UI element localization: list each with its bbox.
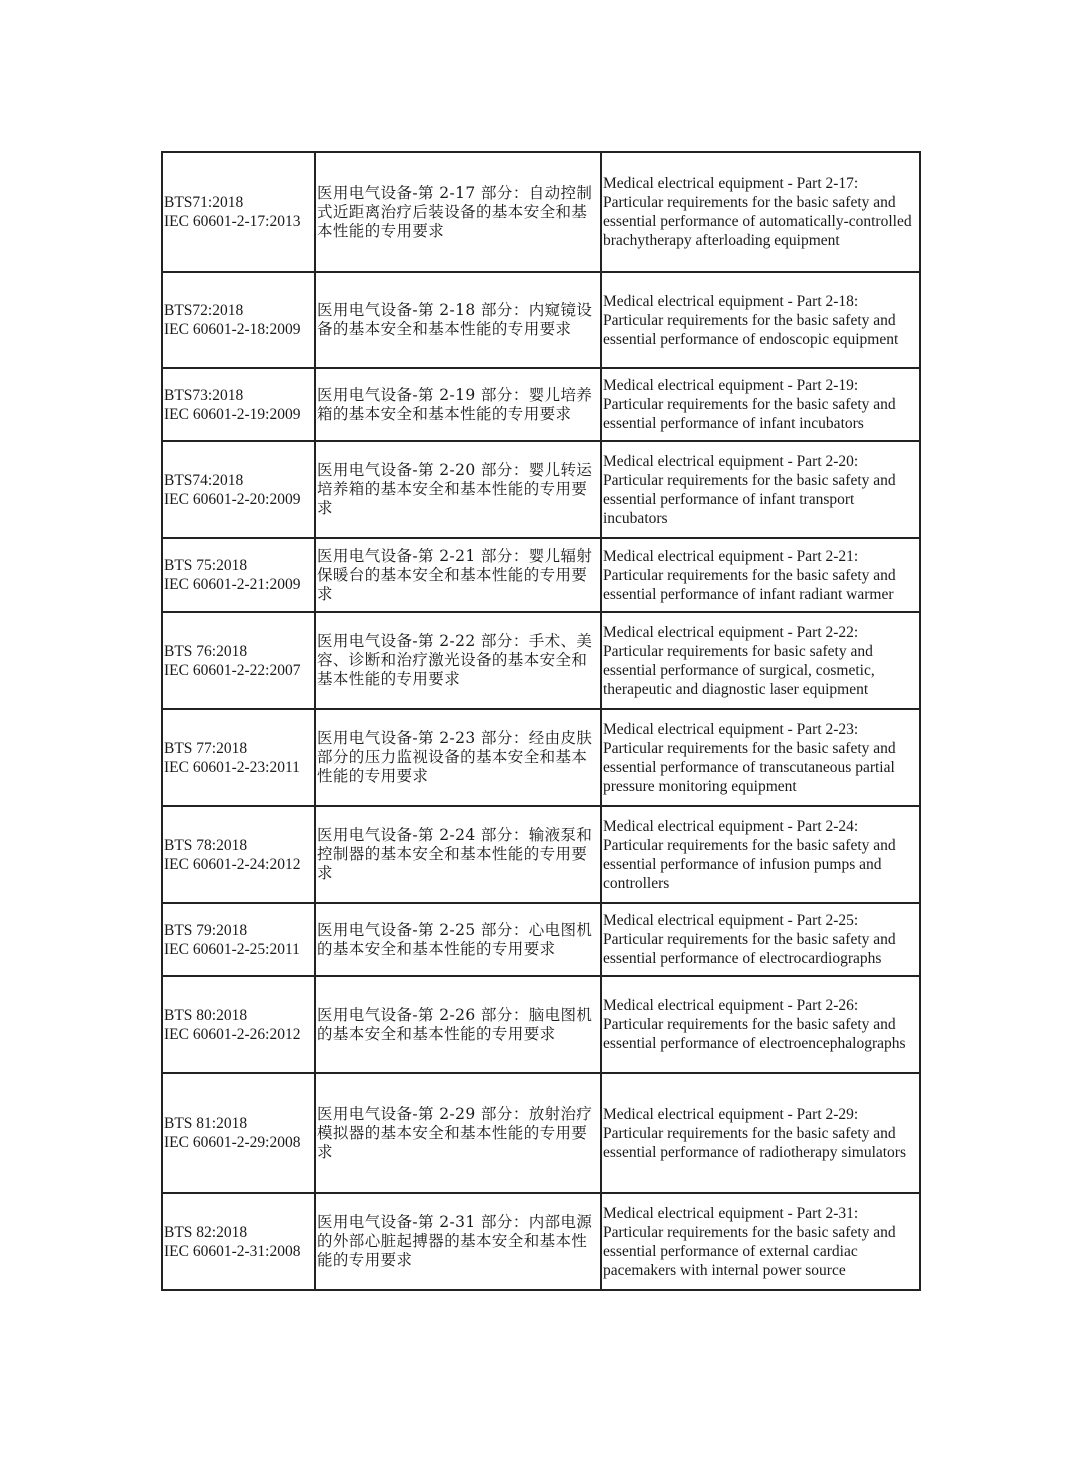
standard-code-cell xyxy=(162,903,315,976)
bts-code: BTS71:2018 xyxy=(164,194,244,211)
table-row xyxy=(162,538,920,612)
chinese-title: 医用电气设备-第 2-24 部分：输液泵和控制器的基本安全和基本性能的专用要求 xyxy=(315,806,601,903)
english-title: Medical electrical equipment - Part 2-17: Particular requirements for the basic safety and essential performance of automatically-controlled brachytherapy afterloading equipment xyxy=(601,152,920,272)
chinese-title: 医用电气设备-第 2-19 部分：婴儿培养箱的基本安全和基本性能的专用要求 xyxy=(315,368,601,441)
standard-code-cell xyxy=(162,272,315,368)
table-row xyxy=(162,1073,920,1193)
standard-code-cell xyxy=(162,441,315,538)
bts-code: BTS 75:2018 xyxy=(164,557,248,574)
standard-code-cell xyxy=(162,1193,315,1290)
english-title: Medical electrical equipment - Part 2-20: Particular requirements for the basic safety and essential performance of infant transport incubators xyxy=(601,441,920,538)
english-title: Medical electrical equipment - Part 2-26: Particular requirements for the basic safety and essential performance of electroencephalographs xyxy=(601,976,920,1073)
table-row xyxy=(162,441,920,538)
standard-code-cell xyxy=(162,976,315,1073)
english-title: Medical electrical equipment - Part 2-25: Particular requirements for the basic safety and essential performance of electrocardiographs xyxy=(601,903,920,976)
chinese-title: 医用电气设备-第 2-29 部分：放射治疗模拟器的基本安全和基本性能的专用要求 xyxy=(315,1073,601,1193)
standard-code-cell xyxy=(162,709,315,806)
iec-code: IEC 60601-2-26:2012 xyxy=(164,1025,301,1043)
chinese-title: 医用电气设备-第 2-17 部分：自动控制式近距离治疗后装设备的基本安全和基本性能的专用要求 xyxy=(315,152,601,272)
english-title: Medical electrical equipment - Part 2-24: Particular requirements for the basic safety and essential performance of infusion pumps and controllers xyxy=(601,806,920,903)
english-title: Medical electrical equipment - Part 2-31: Particular requirements for the basic safety and essential performance of external cardiac pacemakers with internal power source xyxy=(601,1193,920,1290)
bts-code: BTS 76:2018 xyxy=(164,642,248,660)
chinese-title: 医用电气设备-第 2-25 部分：心电图机的基本安全和基本性能的专用要求 xyxy=(315,903,601,976)
iec-code: IEC 60601-2-21:2009 xyxy=(164,576,301,593)
bts-code: BTS74:2018 xyxy=(164,471,244,489)
bts-code: BTS72:2018 xyxy=(164,302,244,319)
standard-code-cell xyxy=(162,1073,315,1193)
standard-code-cell xyxy=(162,152,315,272)
table-row xyxy=(162,152,920,272)
standard-code-cell xyxy=(162,612,315,709)
standards-table xyxy=(161,151,921,1291)
chinese-title: 医用电气设备-第 2-18 部分：内窥镜设备的基本安全和基本性能的专用要求 xyxy=(315,272,601,368)
iec-code: IEC 60601-2-23:2011 xyxy=(164,758,300,776)
iec-code: IEC 60601-2-17:2013 xyxy=(164,213,301,230)
table-row xyxy=(162,368,920,441)
table-row xyxy=(162,903,920,976)
bts-code: BTS 81:2018 xyxy=(164,1115,248,1132)
bts-code: BTS 82:2018 xyxy=(164,1223,248,1241)
table-row xyxy=(162,272,920,368)
iec-code: IEC 60601-2-29:2008 xyxy=(164,1134,301,1151)
chinese-title: 医用电气设备-第 2-21 部分：婴儿辐射保暖台的基本安全和基本性能的专用要求 xyxy=(315,538,601,612)
standard-code-cell xyxy=(162,806,315,903)
chinese-title: 医用电气设备-第 2-22 部分：手术、美容、诊断和治疗激光设备的基本安全和基本性能的专用要求 xyxy=(315,612,601,709)
table-row xyxy=(162,1193,920,1290)
chinese-title: 医用电气设备-第 2-20 部分：婴儿转运培养箱的基本安全和基本性能的专用要求 xyxy=(315,441,601,538)
iec-code: IEC 60601-2-19:2009 xyxy=(164,405,301,423)
english-title: Medical electrical equipment - Part 2-18: Particular requirements for the basic safety and essential performance of endoscopic equipment xyxy=(601,272,920,368)
table-row xyxy=(162,976,920,1073)
chinese-title: 医用电气设备-第 2-31 部分：内部电源的外部心脏起搏器的基本安全和基本性能的专用要求 xyxy=(315,1193,601,1290)
iec-code: IEC 60601-2-25:2011 xyxy=(164,940,300,958)
table-row xyxy=(162,709,920,806)
iec-code: IEC 60601-2-31:2008 xyxy=(164,1242,301,1260)
bts-code: BTS73:2018 xyxy=(164,386,244,404)
english-title: Medical electrical equipment - Part 2-21: Particular requirements for the basic safety and essential performance of infant radiant warmer xyxy=(601,538,920,612)
english-title: Medical electrical equipment - Part 2-19: Particular requirements for the basic safety and essential performance of infant incubators xyxy=(601,368,920,441)
english-title: Medical electrical equipment - Part 2-22: Particular requirements for basic safety and essential performance of surgical, cosmetic, therapeutic and diagnostic laser equipment xyxy=(601,612,920,709)
chinese-title: 医用电气设备-第 2-26 部分：脑电图机的基本安全和基本性能的专用要求 xyxy=(315,976,601,1073)
table-row xyxy=(162,612,920,709)
table-row xyxy=(162,806,920,903)
iec-code: IEC 60601-2-22:2007 xyxy=(164,661,301,679)
english-title: Medical electrical equipment - Part 2-23: Particular requirements for the basic safety and essential performance of transcutaneous partial pressure monitoring equipment xyxy=(601,709,920,806)
iec-code: IEC 60601-2-24:2012 xyxy=(164,855,301,873)
chinese-title: 医用电气设备-第 2-23 部分：经由皮肤部分的压力监视设备的基本安全和基本性能的专用要求 xyxy=(315,709,601,806)
english-title: Medical electrical equipment - Part 2-29: Particular requirements for the basic safety and essential performance of radiotherapy simulators xyxy=(601,1073,920,1193)
bts-code: BTS 79:2018 xyxy=(164,921,248,939)
bts-code: BTS 77:2018 xyxy=(164,739,248,757)
bts-code: BTS 78:2018 xyxy=(164,836,248,854)
iec-code: IEC 60601-2-20:2009 xyxy=(164,490,301,508)
standard-code-cell xyxy=(162,368,315,441)
iec-code: IEC 60601-2-18:2009 xyxy=(164,321,301,338)
bts-code: BTS 80:2018 xyxy=(164,1006,248,1024)
standard-code-cell xyxy=(162,538,315,612)
